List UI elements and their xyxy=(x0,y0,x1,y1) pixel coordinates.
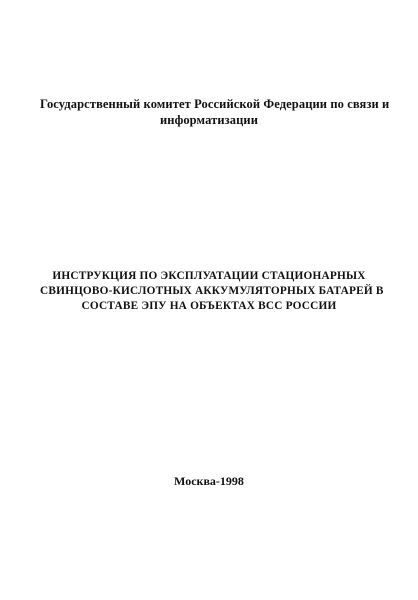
agency-line-1: Государственный комитет Российской Федерации по связи и xyxy=(40,97,390,111)
place-and-year: Москва-1998 xyxy=(174,474,244,488)
title-line-3: СОСТАВЕ ЭПУ НА ОБЪЕКТАХ ВСС РОССИИ xyxy=(81,300,337,312)
document-title xyxy=(40,269,384,314)
title-line-2: СВИНЦОВО-КИСЛОТНЫХ АККУМУЛЯТОРНЫХ БАТАРЕЙ В xyxy=(40,285,384,297)
agency-line-2: информатизации xyxy=(159,113,259,127)
issuing-agency xyxy=(40,96,390,128)
title-line-1: ИНСТРУКЦИЯ ПО ЭКСПЛУАТАЦИИ СТАЦИОНАРНЫХ xyxy=(52,270,366,282)
